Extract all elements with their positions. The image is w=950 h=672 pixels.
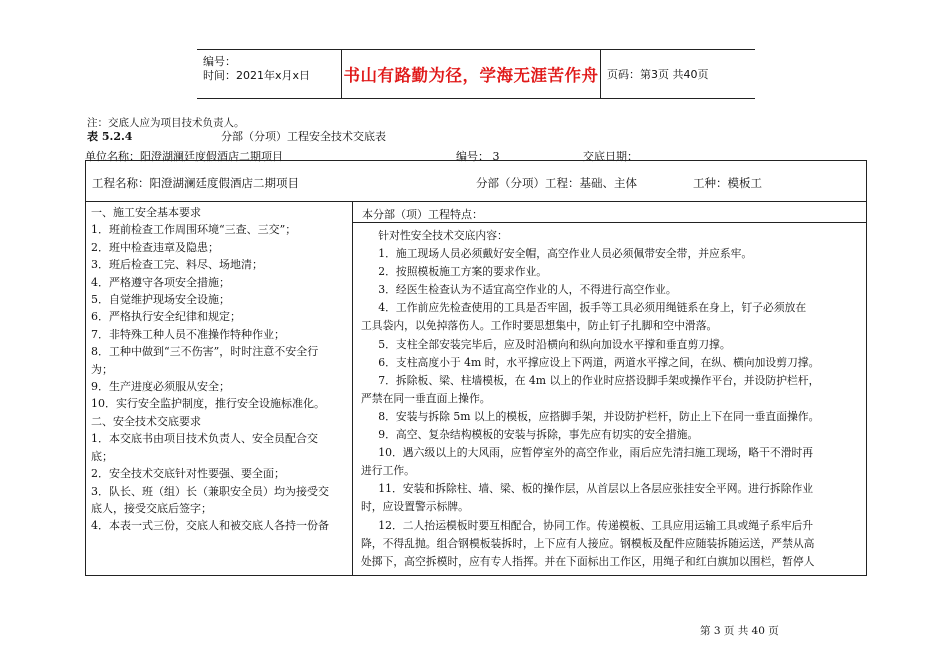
disclosure-line: 2．按照模板施工方案的要求作业。 (378, 265, 548, 279)
table-number: 表 5.2.4 (87, 130, 133, 143)
sub-project: 分部（分项）工程：基础、主体 (476, 176, 637, 190)
requirement-line: 3．队长、班（组）长（兼职安全员）均为接受交 (91, 484, 329, 498)
date-field: 交底日期： (583, 150, 638, 163)
disclosure-line: 处掷下，高空拆模时，应有专人指挥。并在下面标出工作区，用绳子和红白旗加以围栏，暂停人 (361, 554, 815, 568)
table-title: 分部（分项）工程安全技术交底表 (221, 130, 386, 143)
requirements-text (91, 204, 349, 535)
disclosure-line: 降，不得乱抛。组合钢模板装拆时，上下应有人接应。钢模板及配件应随装拆随运送，严禁从高 (361, 536, 815, 550)
requirement-line: 8．工种中做到“三不伤害”，时时注意不安全行 (91, 345, 319, 359)
project-info-row (86, 161, 866, 202)
disclosure-line: 严禁在同一垂直面上操作。 (361, 391, 491, 405)
disclosure-line: 1．施工现场人员必须戴好安全帽，高空作业人员必须佩带安全带，并应系牢。 (378, 247, 753, 261)
disclosure-line: 8．安装与拆除 5m 以上的模板，应搭脚手架，并设防护栏杆，防止上下在同一垂直面操作。 (378, 409, 820, 423)
requirement-line: 5．自觉维护现场安全设施； (91, 293, 230, 307)
disclosure-line: 3．经医生检查认为不适宜高空作业的人，不得进行高空作业。 (378, 283, 677, 297)
number-label: 编号： (203, 55, 236, 68)
trade: 工种：模板工 (693, 176, 762, 190)
header-box (197, 49, 755, 99)
requirement-line: 为； (91, 362, 113, 376)
project-name: 工程名称：阳澄湖澜廷度假酒店二期项目 (92, 176, 299, 190)
requirement-line: 二、安全技术交底要求 (91, 414, 201, 428)
requirement-line: 1．班前检查工作周围环境“三查、三交”； (91, 223, 297, 237)
disclosure-content (361, 227, 861, 571)
header-motto-cell (342, 50, 601, 98)
requirement-line: 7．非特殊工种人员不准操作特种作业； (91, 327, 285, 341)
requirement-line: 底人，接受交底后签字； (91, 501, 212, 515)
unit-name: 单位名称：阳澄湖澜廷度假酒店二期项目 (85, 150, 283, 163)
requirement-line: 2．班中检查违章及隐患； (91, 240, 219, 254)
page-footer: 第 3 页 共 40 页 (700, 625, 779, 637)
disclosure-line: 时，应设置警示标牌。 (361, 500, 469, 514)
note-text: 注：交底人应为项目技术负责人。 (87, 117, 245, 129)
requirement-line: 底； (91, 449, 113, 463)
disclosure-line: 11．安装和拆除柱、墙、梁、板的操作层，从首层以上各层应张挂安全平网。进行拆除作业 (378, 482, 814, 496)
header-left-cell (197, 50, 342, 98)
disclosure-line: 工具袋内，以免掉落伤人。工作时要思想集中，防止钉子扎脚和空中滑落。 (361, 319, 718, 333)
requirement-line: 2．安全技术交底针对性要强、要全面； (91, 467, 285, 481)
disclosure-line: 6．支柱高度小于 4m 时，水平撑应设上下两道，两道水平撑之间，在纵、横向加设剪刀撑。 (378, 355, 820, 369)
requirement-line: 一、施工安全基本要求 (91, 206, 201, 219)
requirement-line: 10．实行安全监护制度，推行安全设施标准化。 (91, 397, 325, 411)
header-page-cell (601, 50, 755, 98)
requirement-line: 3．班后检查工完、料尽、场地清； (91, 258, 263, 272)
disclosure-line: 5．支柱全部安装完毕后，应及时沿横向和纵向加设水平撑和垂直剪刀撑。 (378, 337, 731, 351)
content-column (353, 202, 866, 575)
motto-text: 书山有路勤为径，学海无涯苦作舟 (343, 66, 599, 85)
requirements-column (86, 202, 353, 575)
requirement-line: 6．严格执行安全纪律和规定； (91, 310, 241, 324)
requirement-line: 1．本交底书由项目技术负责人、安全员配合交 (91, 432, 318, 446)
requirement-line: 4．严格遵守各项安全措施； (91, 275, 230, 289)
safety-disclosure-table (85, 160, 867, 576)
disclosure-line: 针对性安全技术交底内容： (378, 229, 508, 242)
number-field: 编号： 3 (456, 150, 500, 163)
disclosure-line: 7．拆除板、梁、柱墙模板，在 4m 以上的作业时应搭设脚手架或操作平台，并设防护栏杆， (378, 373, 820, 387)
features-label: 本分部（项）工程特点： (362, 208, 483, 221)
disclosure-line: 进行工作。 (361, 464, 415, 478)
requirement-line: 4．本表一式三份，交底人和被交底人各持一份备 (91, 519, 329, 533)
disclosure-line: 9．高空、复杂结构模板的安装与拆除，事先应有切实的安全措施。 (378, 428, 699, 442)
disclosure-line: 4．工作前应先检查使用的工具是否牢固，扳手等工具必须用绳链系在身上，钉子必须放在 (378, 301, 807, 315)
disclosure-line: 10．遇六级以上的大风雨，应暂停室外的高空作业，雨后应先清扫施工现场，略干不滑时再 (378, 446, 814, 460)
requirement-line: 9．生产进度必须服从安全； (91, 380, 230, 394)
time-label: 时间：2021年x月x日 (203, 69, 311, 82)
disclosure-line: 12．二人抬运模板时要互相配合，协同工作。传递模板、工具应用运输工具或绳子系牢后升 (378, 518, 814, 532)
features-header (353, 202, 866, 223)
page-label: 页码：第3页 共40页 (607, 68, 709, 81)
